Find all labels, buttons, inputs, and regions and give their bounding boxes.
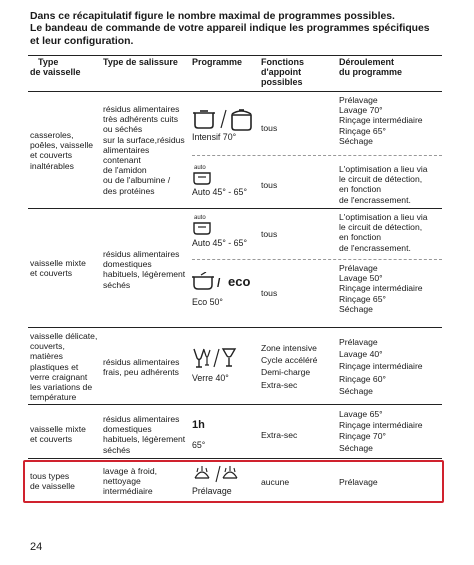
r3-bottom-rule — [28, 404, 442, 405]
eco-slash: / — [217, 276, 221, 290]
r2-salissure-l2: domestiques — [103, 259, 152, 270]
r1-p1-der-l1: Prélavage — [339, 95, 378, 105]
r1-salissure-l2: très adhérents cuits — [103, 114, 178, 125]
r5-deroulement: Prélavage — [339, 477, 378, 487]
r4-caption: 65° — [192, 440, 206, 450]
r2-p1-deroulement — [339, 212, 428, 253]
auto-icon-label: auto — [194, 165, 206, 171]
r3-vaisselle-l4: plastiques et — [30, 361, 79, 372]
auto-program-icon — [192, 162, 214, 186]
r3-der-l3: Rinçage intermédiaire — [339, 361, 423, 372]
r4-1h-label: 1h — [192, 419, 205, 431]
r3-salissure-l2: frais, peu adhérents — [103, 367, 179, 378]
r3-deroulement — [339, 337, 423, 396]
r2-p1-der-l2: le circuit de détection, — [339, 222, 423, 233]
header-programme — [192, 58, 242, 68]
r2-vaisselle — [30, 258, 86, 278]
r3-vaisselle-l2: couverts, — [30, 341, 65, 352]
header-fonctions-l3: possibles — [261, 76, 303, 87]
header-programme-l1: Programme — [192, 57, 243, 67]
r1-bottom-rule — [28, 208, 442, 209]
r2-p2-der-l3: Rinçage intermédiaire — [339, 283, 423, 294]
r1-salissure-l4: sur la surface,résidus — [103, 134, 185, 145]
r1-p2-deroulement — [339, 164, 428, 205]
r4-der-l2: Rinçage intermédiaire — [339, 420, 423, 431]
r4-salissure-l2: domestiques — [103, 424, 152, 435]
r3-der-l5: Séchage — [339, 385, 373, 396]
r5-salissure-l3: intermédiaire — [103, 486, 153, 497]
r1-p2-der-l3: en fonction — [339, 184, 382, 195]
r3-fonctions — [261, 343, 317, 390]
r4-vaisselle-l2: et couverts — [30, 434, 73, 445]
r5-salissure-l2: nettoyage — [103, 476, 141, 487]
r3-fonctions-l2: Cycle accéléré — [261, 355, 318, 366]
r2-vaisselle-l1: vaisselle mixte — [30, 258, 86, 268]
r2-p2-der-l2: Lavage 50° — [339, 273, 383, 284]
pot-icon — [192, 106, 258, 132]
r3-der-l4: Rinçage 60° — [339, 373, 386, 384]
r4-fonctions: Extra-sec — [261, 430, 298, 440]
r1-vaisselle — [30, 130, 93, 171]
r3-vaisselle — [30, 331, 97, 402]
r2-p1-fonctions: tous — [261, 229, 278, 239]
r1-vaisselle-l4: inaltérables — [30, 160, 74, 171]
r1-p1-der-l3: Rinçage intermédiaire — [339, 115, 423, 126]
r2-p2-fonctions: tous — [261, 288, 278, 298]
r1-salissure-l3: ou séchés — [103, 124, 143, 135]
r1-salissure-l1: résidus alimentaires — [103, 104, 180, 114]
auto-icon-label-2: auto — [194, 215, 206, 221]
r2-p2-der-l5: Séchage — [339, 303, 373, 314]
r3-vaisselle-l1: vaisselle délicate, — [30, 331, 98, 341]
r2-p2-der-l4: Rinçage 65° — [339, 293, 386, 304]
r2-bottom-rule — [28, 327, 442, 328]
r1-p2-der-l4: de l'encrassement. — [339, 194, 411, 205]
header-salissure-l1: Type de salissure — [103, 57, 178, 67]
auto-program-icon-2 — [192, 212, 214, 236]
r1-salissure-l8: ou de l'albumine / — [103, 175, 171, 186]
eco-label: eco — [228, 274, 251, 289]
r1-inner-rule — [192, 155, 442, 156]
r1-p1-der-l5: Séchage — [339, 135, 373, 146]
r5-vaisselle-l2: de vaisselle — [30, 481, 75, 492]
r4-salissure-l1: résidus alimentaires — [103, 414, 180, 424]
r1-p1-deroulement — [339, 95, 423, 146]
r3-fonctions-l4: Extra-sec — [261, 379, 298, 390]
r2-p1-caption: Auto 45° - 65° — [192, 238, 247, 248]
r4-bottom-rule — [28, 458, 442, 459]
r1-vaisselle-l1: casseroles, — [30, 130, 74, 140]
intro-line-1: Dans ce récapitulatif figure le nombre maximal de programmes possibles. — [30, 11, 395, 22]
r5-caption: Prélavage — [192, 486, 232, 496]
r1-p2-caption: Auto 45° - 65° — [192, 187, 247, 197]
r1-vaisselle-l2: poêles, vaisselle — [30, 140, 94, 151]
r5-salissure-l1: lavage à froid, — [103, 466, 157, 476]
r2-salissure-l3: habituels, légèrement — [103, 269, 186, 280]
header-fonctions — [261, 58, 304, 87]
r4-deroulement — [339, 409, 423, 453]
r1-p1-der-l2: Lavage 70° — [339, 105, 383, 116]
r4-salissure-l3: habituels, légèrement — [103, 434, 186, 445]
r5-fonctions: aucune — [261, 477, 290, 487]
r2-inner-rule — [192, 259, 442, 260]
header-fonctions-l1: Fonctions — [261, 57, 304, 67]
intro-line-2: Le bandeau de commande de votre appareil indique les programmes spécifiques — [30, 23, 430, 35]
r1-p2-der-l2: le circuit de détection, — [339, 174, 423, 185]
table-top-rule — [28, 55, 442, 56]
r2-p2-der-l1: Prélavage — [339, 263, 378, 273]
r2-salissure-l4: séchés — [103, 279, 131, 290]
r1-p1-fonctions: tous — [261, 123, 278, 133]
r1-p1-caption: Intensif 70° — [192, 132, 237, 142]
header-deroulement-l1: Déroulement — [339, 57, 395, 67]
r3-salissure — [103, 357, 179, 377]
r3-vaisselle-l3: matières — [30, 351, 63, 362]
header-vaisselle-l2: de vaisselle — [30, 66, 81, 77]
highlighted-row-box — [23, 460, 444, 503]
r4-der-l3: Rinçage 70° — [339, 431, 386, 442]
page-number: 24 — [30, 541, 43, 553]
header-deroulement-l2: du programme — [339, 66, 403, 77]
header-vaisselle — [30, 58, 81, 78]
r4-salissure-l4: séchés — [103, 444, 131, 455]
r4-salissure — [103, 414, 185, 455]
intro-line-3: et leur configuration. — [30, 35, 134, 47]
header-fonctions-l2: d'appoint — [261, 66, 302, 77]
r3-fonctions-l1: Zone intensive — [261, 343, 317, 353]
r2-salissure-l1: résidus alimentaires — [103, 249, 180, 259]
r2-p2-deroulement — [339, 263, 423, 314]
r2-p1-der-l1: L'optimisation a lieu via — [339, 212, 428, 222]
intro-text — [30, 11, 450, 48]
header-vaisselle-l1: Type — [38, 57, 59, 67]
header-bottom-rule — [28, 91, 442, 92]
header-deroulement — [339, 58, 402, 78]
r2-vaisselle-l2: et couverts — [30, 268, 73, 279]
r4-vaisselle-l1: vaisselle mixte — [30, 424, 86, 434]
r4-vaisselle — [30, 424, 86, 444]
r1-p2-der-l1: L'optimisation a lieu via — [339, 164, 428, 174]
r1-salissure-l6: contenant — [103, 155, 141, 166]
r2-salissure — [103, 249, 185, 290]
r3-fonctions-l3: Demi-charge — [261, 367, 311, 378]
r3-der-l1: Prélavage — [339, 337, 378, 347]
glass-icon — [192, 347, 238, 369]
r1-vaisselle-l3: et couverts — [30, 150, 73, 161]
r2-p1-der-l4: de l'encrassement. — [339, 242, 411, 253]
r3-vaisselle-l5: verre craignant — [30, 371, 88, 382]
r1-salissure-l5: alimentaires — [103, 144, 150, 155]
r2-p2-caption: Eco 50° — [192, 297, 223, 307]
r3-vaisselle-l6: les variations de — [30, 382, 93, 393]
r2-p1-der-l3: en fonction — [339, 232, 382, 243]
r3-vaisselle-l7: température — [30, 392, 77, 403]
r5-vaisselle-l1: tous types — [30, 471, 70, 481]
r1-p1-der-l4: Rinçage 65° — [339, 125, 386, 136]
r1-salissure — [103, 104, 185, 196]
r1-salissure-l9: des protéines — [103, 185, 155, 196]
header-salissure — [103, 58, 178, 68]
r1-salissure-l7: de l'amidon — [103, 165, 147, 176]
r1-p2-fonctions: tous — [261, 180, 278, 190]
r4-der-l4: Séchage — [339, 442, 373, 453]
r3-der-l2: Lavage 40° — [339, 349, 383, 360]
r4-der-l1: Lavage 65° — [339, 409, 383, 419]
r3-salissure-l1: résidus alimentaires — [103, 357, 180, 367]
r3-caption: Verre 40° — [192, 373, 229, 383]
